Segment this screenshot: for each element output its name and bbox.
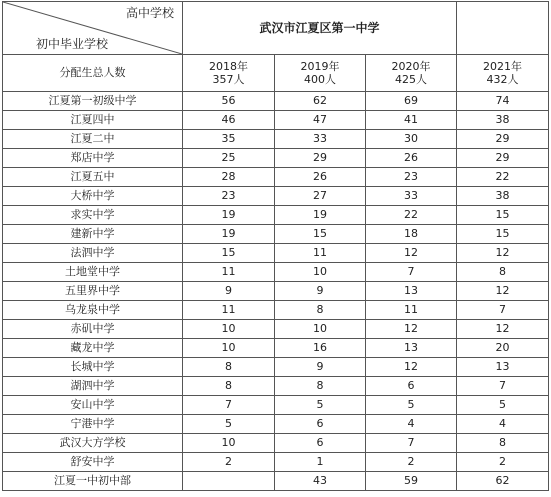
allocation-value-cell: 11 <box>183 263 275 282</box>
school-name-cell: 江夏一中初中部 <box>3 472 183 491</box>
table-row <box>3 320 549 339</box>
allocation-value-cell: 7 <box>457 301 549 320</box>
allocation-value-cell: 59 <box>366 472 457 491</box>
table-row <box>3 377 549 396</box>
allocation-value-cell: 6 <box>275 415 366 434</box>
allocation-value-cell: 10 <box>275 263 366 282</box>
table-row <box>3 206 549 225</box>
year-cell <box>366 55 457 92</box>
allocation-value-cell: 5 <box>366 396 457 415</box>
allocation-value-cell: 19 <box>183 206 275 225</box>
school-name-cell: 赤矶中学 <box>3 320 183 339</box>
allocation-value-cell: 5 <box>275 396 366 415</box>
year-label: 2020年 <box>391 60 431 73</box>
allocation-value-cell: 2 <box>457 453 549 472</box>
allocation-value-cell: 4 <box>457 415 549 434</box>
allocation-value-cell: 7 <box>366 263 457 282</box>
year-header-row <box>3 55 549 92</box>
school-name-cell: 安山中学 <box>3 396 183 415</box>
allocation-table <box>2 1 549 491</box>
allocation-value-cell: 27 <box>275 187 366 206</box>
school-name-cell: 建新中学 <box>3 225 183 244</box>
allocation-value-cell: 20 <box>457 339 549 358</box>
allocation-value-cell: 8 <box>183 358 275 377</box>
corner-top-label: 高中学校 <box>125 6 174 20</box>
table-row <box>3 111 549 130</box>
allocation-value-cell: 13 <box>366 282 457 301</box>
target-school-title: 武汉市江夏区第一中学 <box>183 2 457 55</box>
table-row <box>3 149 549 168</box>
school-name-cell: 乌龙泉中学 <box>3 301 183 320</box>
year-label: 2019年 <box>300 60 340 73</box>
table-row <box>3 339 549 358</box>
school-name-cell: 藏龙中学 <box>3 339 183 358</box>
allocation-value-cell: 22 <box>366 206 457 225</box>
allocation-value-cell: 26 <box>275 168 366 187</box>
school-name-cell: 武汉大方学校 <box>3 434 183 453</box>
allocation-value-cell: 16 <box>275 339 366 358</box>
allocation-value-cell: 10 <box>183 434 275 453</box>
allocation-value-cell: 29 <box>457 130 549 149</box>
table-row <box>3 130 549 149</box>
school-name-cell: 江夏二中 <box>3 130 183 149</box>
allocation-value-cell: 33 <box>366 187 457 206</box>
school-name-cell: 湖泗中学 <box>3 377 183 396</box>
allocation-value-cell: 15 <box>183 244 275 263</box>
allocation-value-cell: 11 <box>275 244 366 263</box>
allocation-value-cell: 15 <box>457 206 549 225</box>
allocation-value-cell: 47 <box>275 111 366 130</box>
allocation-value-cell: 18 <box>366 225 457 244</box>
table-row <box>3 472 549 491</box>
table-row <box>3 301 549 320</box>
allocation-value-cell: 7 <box>183 396 275 415</box>
allocation-value-cell: 29 <box>275 149 366 168</box>
allocation-value-cell: 30 <box>366 130 457 149</box>
allocation-value-cell: 12 <box>457 244 549 263</box>
corner-bottom-label: 初中毕业学校 <box>36 37 109 51</box>
allocation-value-cell: 5 <box>457 396 549 415</box>
allocation-value-cell: 12 <box>366 320 457 339</box>
year-label: 2018年 <box>209 60 248 73</box>
table-row <box>3 396 549 415</box>
school-name-cell: 江夏第一初级中学 <box>3 92 183 111</box>
allocation-value-cell: 69 <box>366 92 457 111</box>
allocation-value-cell: 8 <box>275 377 366 396</box>
allocation-value-cell: 1 <box>275 453 366 472</box>
year-total: 400人 <box>304 73 336 86</box>
allocation-value-cell: 8 <box>457 434 549 453</box>
allocation-value-cell: 8 <box>183 377 275 396</box>
table-row <box>3 187 549 206</box>
school-name-cell: 长城中学 <box>3 358 183 377</box>
allocation-value-cell: 13 <box>457 358 549 377</box>
school-name-cell: 求实中学 <box>3 206 183 225</box>
allocation-value-cell: 15 <box>275 225 366 244</box>
school-name-cell: 郑店中学 <box>3 149 183 168</box>
table-row <box>3 244 549 263</box>
school-name-cell: 土地堂中学 <box>3 263 183 282</box>
table-row <box>3 415 549 434</box>
allocation-value-cell: 38 <box>457 111 549 130</box>
table-row <box>3 225 549 244</box>
table-header-row <box>3 2 549 55</box>
empty-header-cell <box>457 2 549 55</box>
year-cell <box>275 55 366 92</box>
allocation-value-cell: 2 <box>366 453 457 472</box>
allocation-value-cell: 15 <box>457 225 549 244</box>
allocation-value-cell: 10 <box>275 320 366 339</box>
allocation-value-cell: 7 <box>457 377 549 396</box>
school-name-cell: 五里界中学 <box>3 282 183 301</box>
year-total: 432人 <box>486 73 519 86</box>
allocation-value-cell: 43 <box>275 472 366 491</box>
school-name-cell: 法泗中学 <box>3 244 183 263</box>
allocation-value-cell: 33 <box>275 130 366 149</box>
allocation-value-cell: 9 <box>275 282 366 301</box>
allocation-label: 分配生总人数 <box>3 55 183 92</box>
year-cell <box>457 55 549 92</box>
allocation-value-cell: 10 <box>183 320 275 339</box>
allocation-value-cell: 6 <box>366 377 457 396</box>
allocation-value-cell: 11 <box>183 301 275 320</box>
allocation-value-cell: 41 <box>366 111 457 130</box>
allocation-value-cell: 19 <box>183 225 275 244</box>
school-name-cell: 大桥中学 <box>3 187 183 206</box>
table-row <box>3 263 549 282</box>
allocation-value-cell: 26 <box>366 149 457 168</box>
allocation-value-cell <box>183 472 275 491</box>
allocation-value-cell: 9 <box>275 358 366 377</box>
allocation-value-cell: 6 <box>275 434 366 453</box>
allocation-value-cell: 13 <box>366 339 457 358</box>
allocation-value-cell: 46 <box>183 111 275 130</box>
allocation-value-cell: 8 <box>457 263 549 282</box>
allocation-value-cell: 7 <box>366 434 457 453</box>
allocation-value-cell: 12 <box>366 244 457 263</box>
allocation-value-cell: 10 <box>183 339 275 358</box>
school-name-cell: 舒安中学 <box>3 453 183 472</box>
table-row <box>3 358 549 377</box>
table-row <box>3 282 549 301</box>
year-label: 2021年 <box>483 60 523 73</box>
table-row <box>3 92 549 111</box>
allocation-value-cell: 28 <box>183 168 275 187</box>
allocation-value-cell: 5 <box>183 415 275 434</box>
allocation-value-cell: 4 <box>366 415 457 434</box>
allocation-value-cell: 62 <box>275 92 366 111</box>
allocation-value-cell: 19 <box>275 206 366 225</box>
allocation-value-cell: 11 <box>366 301 457 320</box>
school-name-cell: 江夏五中 <box>3 168 183 187</box>
table-row <box>3 453 549 472</box>
school-name-cell: 江夏四中 <box>3 111 183 130</box>
table-row <box>3 168 549 187</box>
allocation-value-cell: 74 <box>457 92 549 111</box>
allocation-value-cell: 25 <box>183 149 275 168</box>
year-total: 357人 <box>212 73 245 86</box>
allocation-value-cell: 38 <box>457 187 549 206</box>
table-row <box>3 434 549 453</box>
allocation-value-cell: 2 <box>183 453 275 472</box>
allocation-value-cell: 8 <box>275 301 366 320</box>
allocation-value-cell: 23 <box>366 168 457 187</box>
allocation-value-cell: 22 <box>457 168 549 187</box>
allocation-value-cell: 12 <box>366 358 457 377</box>
allocation-value-cell: 62 <box>457 472 549 491</box>
corner-diagonal-cell <box>3 2 183 55</box>
allocation-value-cell: 12 <box>457 282 549 301</box>
allocation-value-cell: 12 <box>457 320 549 339</box>
year-total: 425人 <box>395 73 428 86</box>
allocation-value-cell: 23 <box>183 187 275 206</box>
year-cell <box>183 55 275 92</box>
allocation-value-cell: 29 <box>457 149 549 168</box>
school-name-cell: 宁港中学 <box>3 415 183 434</box>
allocation-value-cell: 35 <box>183 130 275 149</box>
allocation-value-cell: 9 <box>183 282 275 301</box>
allocation-value-cell: 56 <box>183 92 275 111</box>
